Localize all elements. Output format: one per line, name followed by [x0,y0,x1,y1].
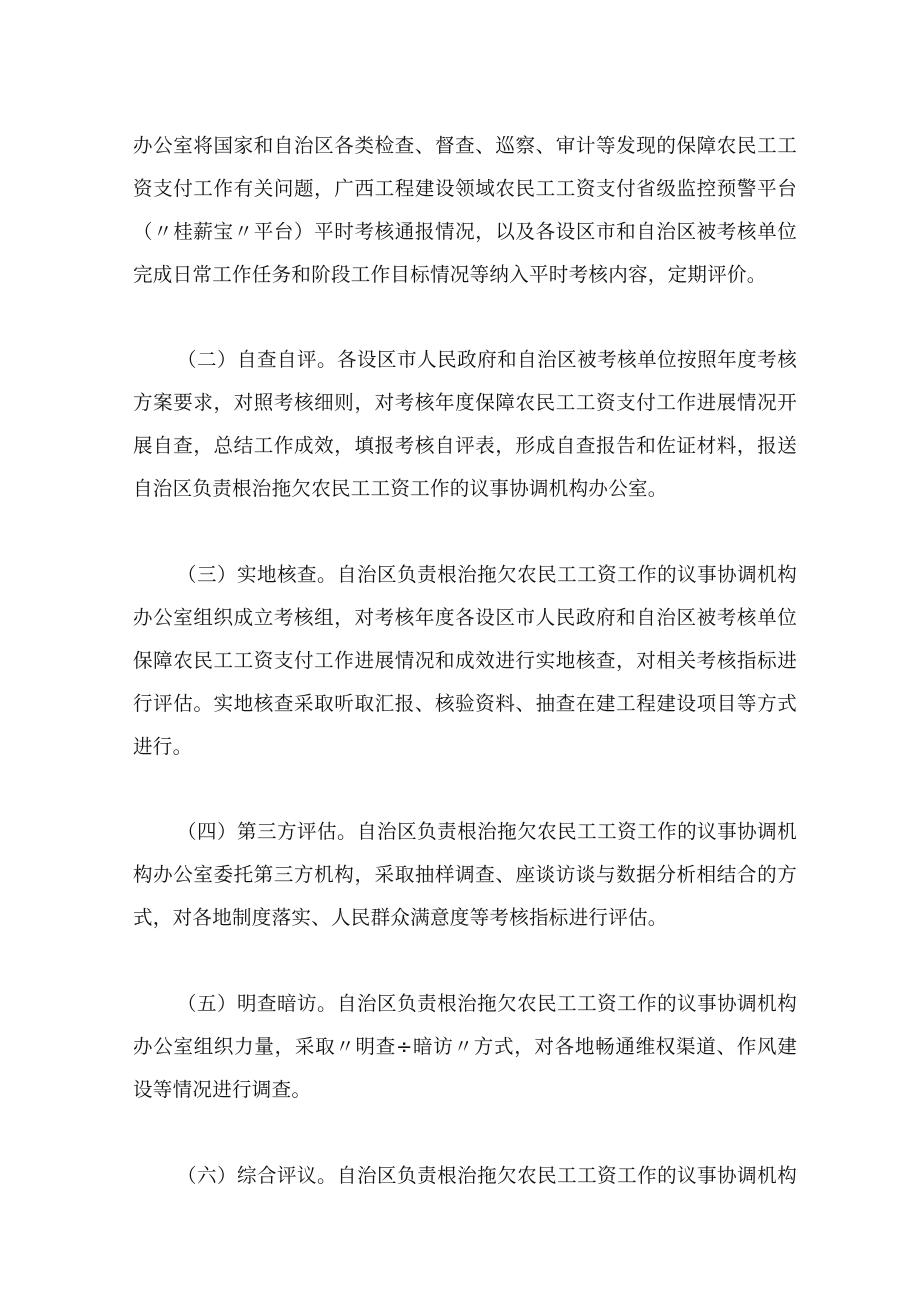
text-line: 保障农民工工资支付工作进展情况和成效进行实地核查，对相关考核指标进 [133,649,797,672]
section-heading-line: （四）第三方评估。自治区负责根治拖欠农民工工资工作的议事协调机 [177,820,797,843]
text-line: （〃桂薪宝〃平台）平时考核通报情况，以及各设区市和自治区被考核单位 [133,220,797,243]
paragraph-open-and-covert-inspection [133,982,797,1111]
text-line: 自治区负责根治拖欠农民工工资工作的议事协调机构办公室。 [133,477,668,500]
paragraph-self-evaluation [133,338,797,510]
text-line: 方案要求，对照考核细则，对考核年度保障农民工工资支付工作进展情况开 [133,391,797,414]
section-heading-line: （六）综合评议。自治区负责根治拖欠农民工工资工作的议事协调机构 [177,1164,797,1187]
paragraph-third-party-evaluation [133,810,797,939]
paragraph-onsite-verification [133,553,797,768]
text-line: 进行。 [133,735,193,758]
text-line: 展自查，总结工作成效，填报考核自评表，形成自查报告和佐证材料，报送 [133,434,797,457]
text-line: 行评估。实地核查采取听取汇报、核验资料、抽查在建工程建设项目等方式 [133,692,797,715]
section-heading-line: （三）实地核查。自治区负责根治拖欠农民工工资工作的议事协调机构 [177,563,797,586]
paragraph-comprehensive-review [133,1154,797,1197]
text-line: 式，对各地制度落实、人民群众满意度等考核指标进行评估。 [133,906,668,929]
text-line: 办公室组织成立考核组，对考核年度各设区市人民政府和自治区被考核单位 [133,606,797,629]
section-heading-line: （二）自查自评。各设区市人民政府和自治区被考核单位按照年度考核 [177,348,797,371]
text-line: 办公室将国家和自治区各类检查、督查、巡察、审计等发现的保障农民工工 [133,134,797,157]
text-line: 办公室组织力量，采取〃明查÷暗访〃方式，对各地畅通维权渠道、作风建 [133,1035,797,1058]
section-heading-line: （五）明查暗访。自治区负责根治拖欠农民工工资工作的议事协调机构 [177,992,797,1015]
text-line: 完成日常工作任务和阶段工作目标情况等纳入平时考核内容，定期评价。 [133,263,767,286]
text-line: 资支付工作有关问题，广西工程建设领域农民工工资支付省级监控预警平台 [133,177,797,200]
text-line: 构办公室委托第三方机构，采取抽样调查、座谈访谈与数据分析相结合的方 [133,863,797,886]
text-line: 设等情况进行调查。 [133,1078,312,1101]
paragraph-daily-assessment [133,124,797,296]
